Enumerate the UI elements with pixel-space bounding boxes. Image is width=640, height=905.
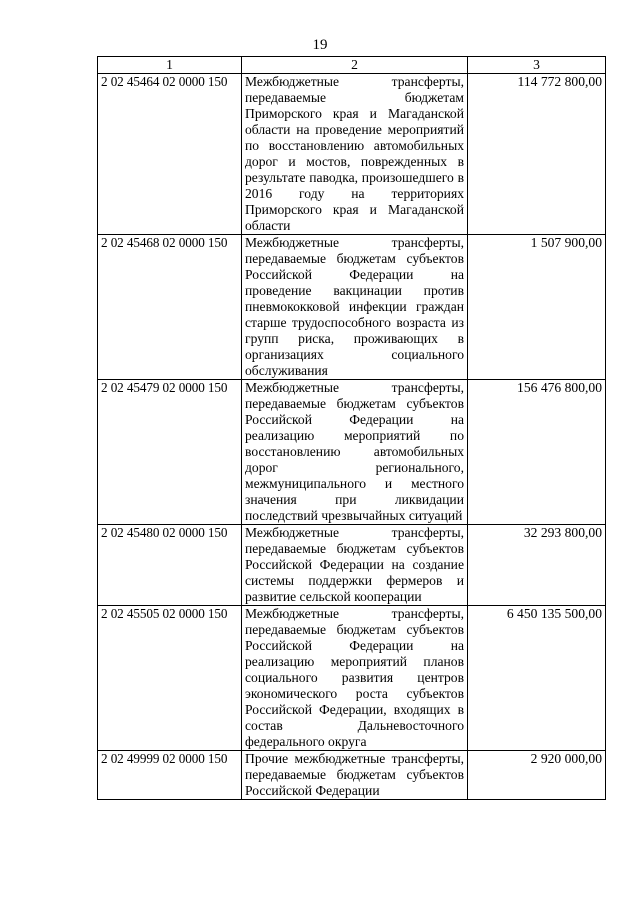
budget-code-cell: 2 02 49999 02 0000 150	[98, 751, 242, 800]
table-row	[98, 380, 606, 525]
table-header-row	[98, 57, 606, 74]
description-cell: Межбюджетные трансферты, передаваемые бюджетам субъектов Российской Федерации на проведение вакцинации против пневмококковой инфекции граждан старше трудоспособного возраста из групп риска, проживающих в организациях социального обслуживания	[242, 235, 468, 380]
amount-cell: 6 450 135 500,00	[468, 606, 606, 751]
description-cell: Межбюджетные трансферты, передаваемые бюджетам субъектов Российской Федерации на создание системы поддержки фермеров и развитие сельской кооперации	[242, 525, 468, 606]
budget-code-cell: 2 02 45479 02 0000 150	[98, 380, 242, 525]
budget-code-cell: 2 02 45480 02 0000 150	[98, 525, 242, 606]
budget-code-cell: 2 02 45464 02 0000 150	[98, 74, 242, 235]
budget-code-cell: 2 02 45505 02 0000 150	[98, 606, 242, 751]
column-header-amount: 3	[468, 57, 606, 74]
table-row	[98, 74, 606, 235]
amount-cell: 2 920 000,00	[468, 751, 606, 800]
budget-table	[97, 56, 606, 800]
amount-cell: 32 293 800,00	[468, 525, 606, 606]
amount-cell: 114 772 800,00	[468, 74, 606, 235]
description-cell: Межбюджетные трансферты, передаваемые бюджетам субъектов Российской Федерации на реализацию мероприятий планов социального развития центров экономического роста субъектов Российской Федерации, входящих в состав Дальневосточного федерального округа	[242, 606, 468, 751]
description-cell: Прочие межбюджетные трансферты, передаваемые бюджетам субъектов Российской Федерации	[242, 751, 468, 800]
table-row	[98, 751, 606, 800]
amount-cell: 1 507 900,00	[468, 235, 606, 380]
budget-code-cell: 2 02 45468 02 0000 150	[98, 235, 242, 380]
amount-cell: 156 476 800,00	[468, 380, 606, 525]
page-number: 19	[312, 37, 328, 53]
table-row	[98, 235, 606, 380]
description-cell: Межбюджетные трансферты, передаваемые бюджетам субъектов Российской Федерации на реализацию мероприятий по восстановлению автомобильных дорог регионального, межмуниципального и местного значения при ликвидации последствий чрезвычайных ситуаций	[242, 380, 468, 525]
description-cell: Межбюджетные трансферты, передаваемые бюджетам Приморского края и Магаданской области на проведение мероприятий по восстановлению автомобильных дорог и мостов, поврежденных в результате паводка, произошедшего в 2016 году на территориях Приморского края и Магаданской области	[242, 74, 468, 235]
column-header-name: 2	[242, 57, 468, 74]
table-row	[98, 525, 606, 606]
table-row	[98, 606, 606, 751]
column-header-code: 1	[98, 57, 242, 74]
